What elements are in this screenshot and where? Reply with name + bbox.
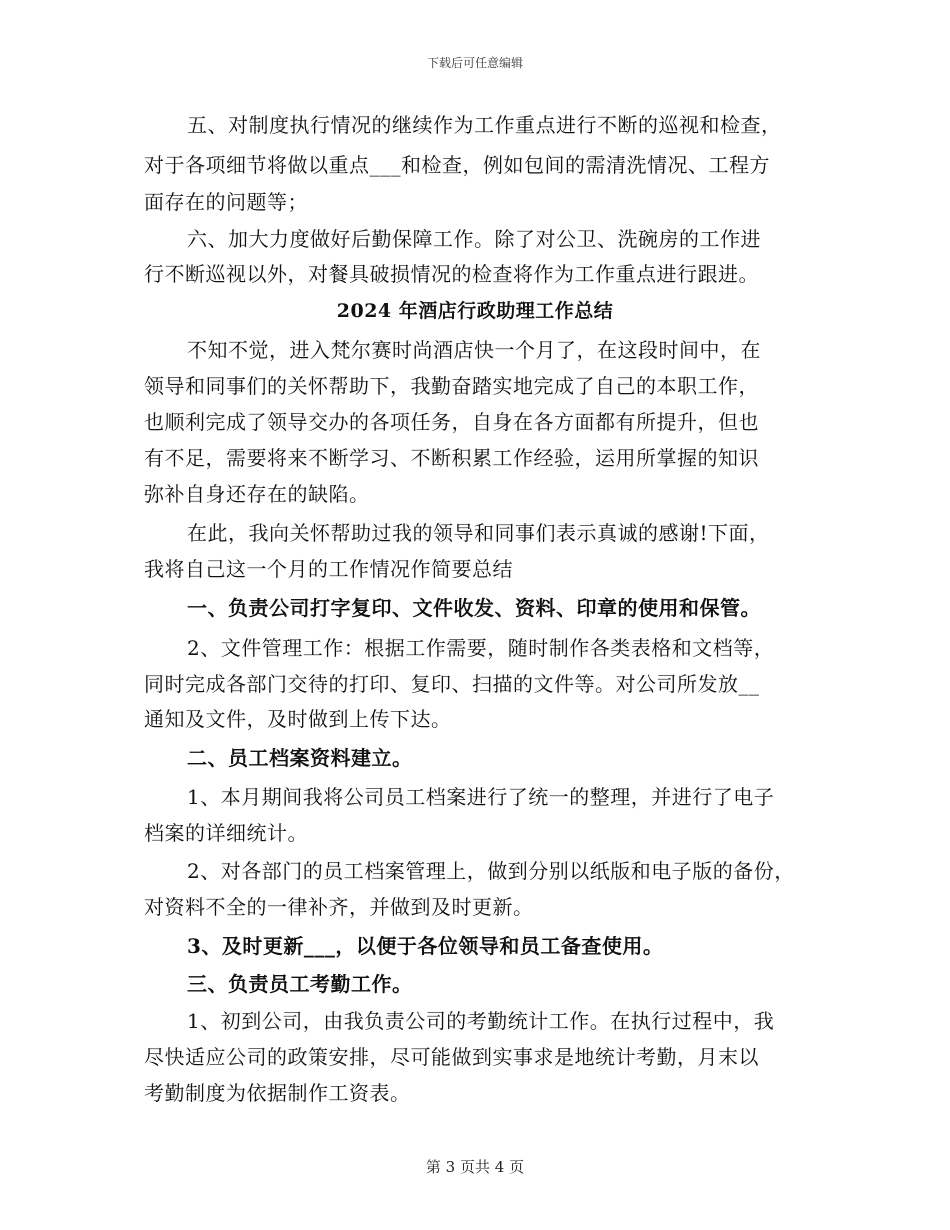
paragraph-line: 对于各项细节将做以重点___和检查，例如包间的需清洗情况、工程方 — [144, 153, 770, 177]
page-header: 下载后可任意编辑 — [426, 56, 523, 70]
heading-line: 二、员工档案资料建立。 — [187, 746, 413, 770]
paragraph-line: 在此，我向关怀帮助过我的领导和同事们表示真诚的感谢!下面， — [187, 521, 770, 545]
paragraph-line: 2、文件管理工作：根据工作需要，随时制作各类表格和文档等， — [187, 636, 775, 660]
paragraph-line: 面存在的问题等； — [144, 190, 308, 214]
paragraph-line: 六、加大力度做好后勤保障工作。除了对公卫、洗碗房的工作进 — [187, 227, 761, 251]
paragraph-line: 弥补自身还存在的缺陷。 — [144, 482, 370, 506]
section-title: 2024 年酒店行政助理工作总结 — [336, 300, 614, 322]
paragraph-line: 领导和同事们的关怀帮助下，我勤奋踏实地完成了自己的本职工作， — [144, 374, 759, 398]
paragraph-line: 1、本月期间我将公司员工档案进行了统一的整理，并进行了电子 — [187, 785, 775, 809]
heading-line: 三、负责员工考勤工作。 — [187, 972, 413, 996]
paragraph-line: 尽快适应公司的政策安排，尽可能做到实事求是地统计考勤，月末以 — [144, 1045, 759, 1069]
paragraph-line: 行不断巡视以外，对餐具破损情况的检查将作为工作重点进行跟进。 — [144, 262, 759, 286]
heading-line: 一、负责公司打字复印、文件收发、资料、印章的使用和保管。 — [187, 596, 761, 620]
paragraph-line: 我将自己这一个月的工作情况作简要总结 — [144, 557, 513, 581]
heading-line: 3、及时更新___，以便于各位领导和员工备查使用。 — [187, 934, 664, 958]
paragraph-line: 也顺利完成了领导交办的各项任务，自身在各方面都有所提升，但也 — [144, 410, 759, 434]
paragraph-line: 对资料不全的一律补齐，并做到及时更新。 — [144, 895, 534, 919]
paragraph-line: 不知不觉，进入梵尔赛时尚酒店快一个月了，在这段时间中，在 — [187, 338, 761, 362]
page-footer: 第 3 页共 4 页 — [425, 1158, 525, 1176]
paragraph-line: 通知及文件，及时做到上传下达。 — [144, 707, 452, 731]
paragraph-line: 有不足，需要将来不断学习、不断积累工作经验，运用所掌握的知识 — [144, 446, 759, 470]
paragraph-line: 1、初到公司，由我负责公司的考勤统计工作。在执行过程中，我 — [187, 1009, 775, 1033]
paragraph-line: 档案的详细统计。 — [144, 821, 308, 845]
paragraph-line: 五、对制度执行情况的继续作为工作重点进行不断的巡视和检查， — [187, 113, 782, 137]
paragraph-line: 考勤制度为依据制作工资表。 — [144, 1081, 411, 1105]
paragraph-line: 2、对各部门的员工档案管理上，做到分别以纸版和电子版的备份， — [187, 859, 795, 883]
paragraph-line: 同时完成各部门交待的打印、复印、扫描的文件等。对公司所发放__ — [144, 672, 760, 696]
